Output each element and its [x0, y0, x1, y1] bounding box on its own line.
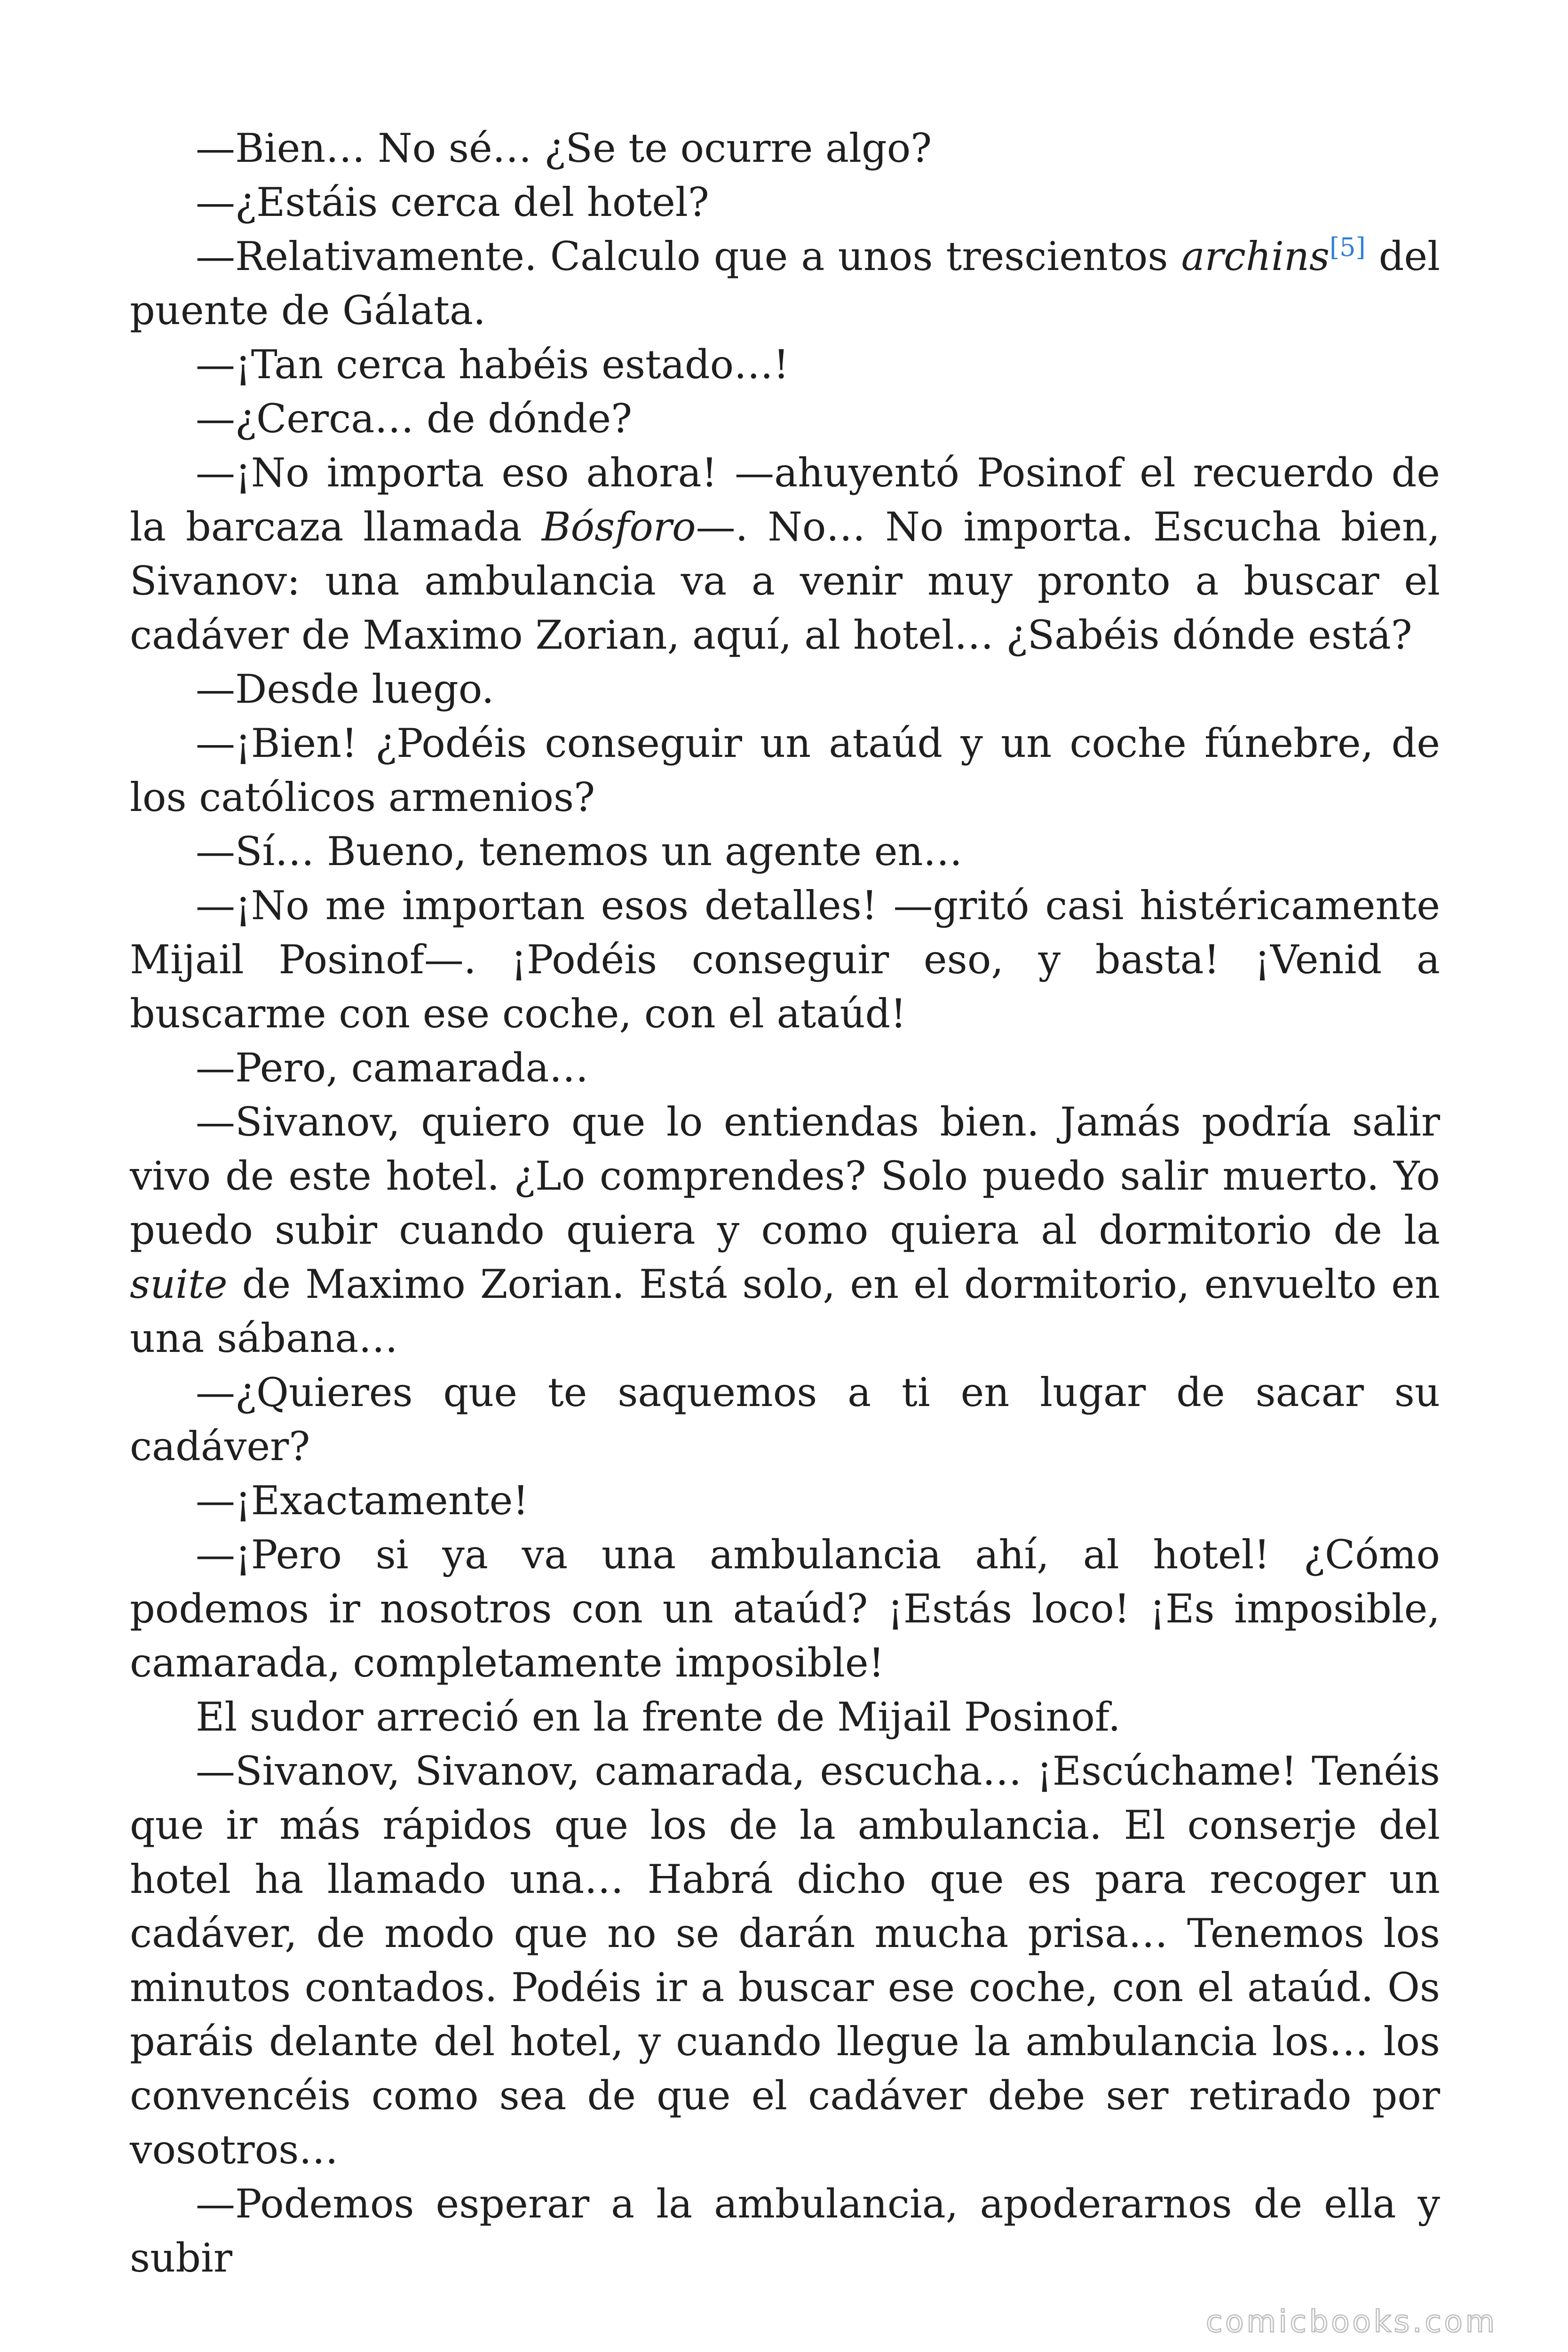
paragraph [130, 1744, 1440, 2177]
text-run: —Bien… No sé… ¿Se te ocurre algo? [196, 125, 932, 171]
text-run: El sudor arreció en la frente de Mijail Posinof. [196, 1694, 1121, 1740]
text-run: —Sivanov, Sivanov, camarada, escucha… ¡Escúchame! Tenéis que ir más rápidos que los de la ambulancia. El conserje del hotel ha llamado una… Habrá dicho que es para recoger un cadáver, de modo que no se darán mucha prisa… Tenemos los minutos contados. Podéis ir a buscar ese coche, con el ataúd. Os paráis delante del hotel, y cuando llegue la ambulancia los… los convencéis como sea de que el cadáver debe ser retirado por vosotros… [130, 1748, 1440, 2173]
text-run: —Relativamente. Calculo que a unos trescientos [196, 233, 1181, 279]
paragraph [130, 121, 1440, 175]
italic-text: suite [130, 1261, 228, 1307]
page-text [130, 121, 1440, 2285]
text-run: —¡Bien! ¿Podéis conseguir un ataúd y un coche fúnebre, de los católicos armenios? [130, 720, 1440, 820]
paragraph [130, 1095, 1440, 1366]
paragraph [130, 175, 1440, 230]
footnote-link[interactable]: [5] [1330, 232, 1366, 262]
text-run: —. No… No importa. Escucha bien, Sivanov: una ambulancia va a venir muy pronto a buscar el cadáver de Maximo Zorian, aquí, al hotel… ¿Sabéis dónde está? [130, 504, 1440, 658]
paragraph [130, 716, 1440, 825]
paragraph [130, 1366, 1440, 1474]
italic-text: Bósforo [541, 504, 696, 550]
text-run: —Desde luego. [196, 666, 494, 712]
paragraph [130, 879, 1440, 1041]
text-run: —Sivanov, quiero que lo entiendas bien. Jamás podría salir vivo de este hotel. ¿Lo comprendes? Solo puedo salir muerto. Yo puedo subir cuando quiera y como quiera al dormitorio de la [130, 1099, 1440, 1253]
paragraph [130, 338, 1440, 392]
text-run: —¿Cerca… de dónde? [196, 396, 633, 442]
paragraph [130, 392, 1440, 446]
text-run: —¡Pero si ya va una ambulancia ahí, al hotel! ¿Cómo podemos ir nosotros con un ataúd? ¡Estás loco! ¡Es imposible, camarada, completamente imposible! [130, 1532, 1440, 1686]
text-run: —¡Tan cerca habéis estado…! [196, 342, 789, 388]
text-run: del puente de Gálata. [130, 233, 1440, 334]
text-run: —Podemos esperar a la ambulancia, apoderarnos de ella y subir [130, 2181, 1440, 2281]
text-run: —¿Quieres que te saquemos a ti en lugar de sacar su cadáver? [130, 1369, 1440, 1470]
text-run: —¡No importa eso ahora! —ahuyentó Posinof el recuerdo de la barcaza llamada [130, 450, 1440, 550]
text-run: —¡No me importan esos detalles! —gritó casi histéricamente Mijail Posinof—. ¡Podéis conseguir eso, y basta! ¡Venid a buscarme con ese coche, con el ataúd! [130, 882, 1440, 1037]
paragraph [130, 662, 1440, 716]
italic-text: archins [1181, 233, 1330, 279]
text-run: —Pero, camarada… [196, 1045, 589, 1091]
paragraph [130, 825, 1440, 879]
text-run: —Sí… Bueno, tenemos un agente en… [196, 828, 963, 874]
paragraph [130, 446, 1440, 662]
watermark-logo: comicbooks.com [1205, 2304, 1497, 2339]
text-run: —¿Estáis cerca del hotel? [196, 179, 709, 225]
paragraph [130, 2177, 1440, 2285]
paragraph [130, 1474, 1440, 1528]
text-run: —¡Exactamente! [196, 1478, 529, 1524]
paragraph [130, 1041, 1440, 1095]
paragraph [130, 230, 1440, 338]
text-run: de Maximo Zorian. Está solo, en el dormitorio, envuelto en una sábana… [130, 1261, 1440, 1361]
paragraph [130, 1528, 1440, 1690]
paragraph [130, 1690, 1440, 1744]
